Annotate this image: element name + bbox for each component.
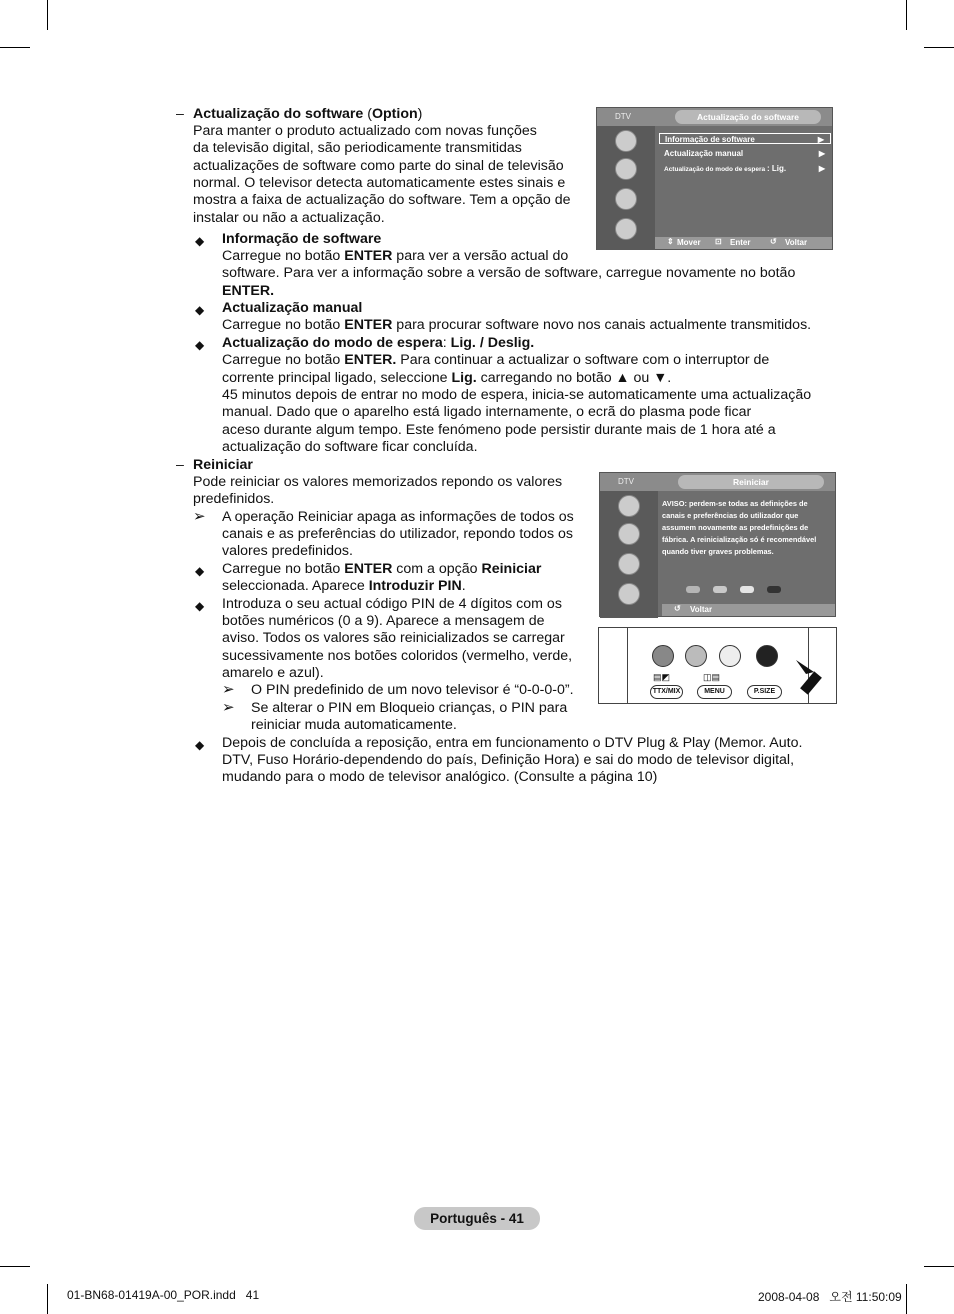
reset-note: canais e as preferências do utilizador, repondo todos os [222,526,573,542]
software-line: actualizações de software como parte do sinal de televisão [193,158,564,174]
diamond-bullet-icon: ◆ [195,738,205,752]
pin-dot [686,586,700,593]
diamond-bullet-icon: ◆ [195,234,205,248]
teletext-icon: ◫▤ [703,672,721,682]
date-slug: 2008-04-08 오전 11:50:09 [758,1290,902,1304]
menu-item[interactable]: Actualização do modo de espera : Lig. ▶ [664,164,825,173]
diamond-bullet-icon: ◆ [195,303,205,317]
software-title: Actualização do software (Option) [193,106,423,122]
screen-footer: ⇕ Mover ⊡ Enter ↺ Voltar [655,237,832,249]
pin-note: O PIN predefinido de um novo televisor é “0-0-0-0”. [251,682,574,698]
reset-note: A operação Reiniciar apaga as informações de todos os [222,509,574,525]
standby-line: Carregue no botão ENTER. Para continuar a actualizar o software com o interruptor de [222,352,770,368]
note-arrow-icon: ➢ [193,508,206,525]
screen-sidebar [597,126,655,250]
pointer-hand-icon [794,658,834,698]
pin-dot [740,586,754,593]
software-line: normal. O televisor detecta automaticamente estes sinais e [193,175,566,191]
info-line: software. Para ver a informação sobre a versão de software, carregue novamente no botão [222,265,796,281]
standby-line: corrente principal ligado, seleccione Lig. carregando no botão ▲ ou ▼. [222,370,672,386]
screen-header [600,473,835,491]
screen-title: Actualização do software [675,110,821,124]
crop-mark [0,47,30,48]
reset-step: botões numéricos (0 a 9). Aparece a mensagem de [222,613,545,629]
reset-line: predefinidos. [193,491,275,507]
reset-screen [599,472,836,617]
crop-mark [924,47,954,48]
reset-line: Pode reiniciar os valores memorizados repondo os valores [193,474,563,490]
picture-icon [618,495,640,517]
diamond-bullet-icon: ◆ [195,564,205,578]
reset-step: sucessivamente nos botões coloridos (vermelho, verde, [222,648,573,664]
info-line: ENTER. [222,283,275,299]
software-line: mostra a faixa de actualização do software. Tem a opção de [193,192,571,208]
source-label: DTV [615,112,631,121]
right-triangle-icon: ▶ [818,149,825,158]
dash-marker: – [176,106,184,122]
yellow-button[interactable] [719,645,741,667]
menu-button[interactable]: MENU [697,685,732,699]
crop-mark [924,1266,954,1267]
crop-mark [47,1284,48,1314]
standby-line: manual. Dado que o aparelho está ligado internamente, o ecrã do plasma pode ficar [222,404,752,420]
reset-note: valores predefinidos. [222,543,353,559]
screen-header [597,108,832,126]
standby-title: Actualização do modo de espera: Lig. / Deslig. [222,335,535,351]
standby-line: aceso durante algum tempo. Este fenómeno pode persistir durante mais de 1 hora até a [222,422,776,438]
updown-icon: ⇕ [667,237,674,246]
pin-note: Se alterar o PIN em Bloqueio crianças, o PIN para [251,700,568,716]
crop-mark [906,0,907,30]
setup-gear-icon [615,188,637,210]
crop-mark [906,1284,907,1314]
pin-note: reiniciar muda automaticamente. [251,717,457,733]
file-slug: 01-BN68-01419A-00_POR.indd 41 [67,1288,260,1302]
p-size-button[interactable]: P.SIZE [747,685,782,699]
standby-line: 45 minutos depois de entrar no modo de espera, inicia-se automaticamente uma actualização [222,387,812,403]
crop-mark [0,1266,30,1267]
page-number-badge: Português - 41 [414,1207,540,1230]
remote-illustration [598,627,837,704]
enter-icon: ⊡ [715,237,722,246]
reset-title: Reiniciar [193,457,253,473]
right-triangle-icon: ▶ [818,164,825,173]
software-line: instalar ou não a actualização. [193,210,385,226]
menu-item[interactable]: Actualização manual ▶ [664,149,825,158]
input-icon [615,218,637,240]
reset-step: Introduza o seu actual código PIN de 4 dígitos com os [222,596,562,612]
software-update-screen [596,107,833,250]
reset-step: Depois de concluída a reposição, entra em funcionamento o DTV Plug & Play (Memor. Auto. [222,735,803,751]
input-icon [618,583,640,605]
screen-sidebar [600,491,658,618]
reset-step: seleccionada. Aparece Introduzir PIN. [222,578,466,594]
return-icon: ↺ [770,237,777,246]
crop-mark [47,0,48,30]
teletext-icon: ▤◩ [653,672,671,682]
dash-marker: – [176,457,184,473]
software-line: Para manter o produto actualizado com novas funções [193,123,537,139]
setup-gear-icon [618,553,640,575]
reset-step: Carregue no botão ENTER com a opção Reiniciar [222,561,542,577]
warning-text: AVISO: perdem-se todas as definições de canais e preferências do utilizador que assumem novamente as predefinições de fábrica. A reinicialização só é recomendável quando tiver graves problemas. [662,499,817,556]
return-icon: ↺ [674,604,681,613]
pin-dot [767,586,781,593]
reset-step: DTV, Fuso Horário-dependendo do país, Definição Hora) e sai do modo de televisor digital, [222,752,795,768]
manual-line: Carregue no botão ENTER para procurar software novo nos canais actualmente transmitidos. [222,317,812,333]
screen-title: Reiniciar [678,475,824,489]
note-arrow-icon: ➢ [222,681,235,698]
sound-icon [615,158,637,180]
diamond-bullet-icon: ◆ [195,599,205,613]
reset-step: amarelo e azul). [222,665,324,681]
info-title: Informação de software [222,231,382,247]
manual-title: Actualização manual [222,300,363,316]
screen-footer: ↺ Voltar [662,604,835,616]
menu-item-selected[interactable]: Informação de software ▶ [659,133,831,144]
software-line: da televisão digital, são periodicamente transmitidas [193,140,522,156]
standby-line: actualização do software ficar concluída. [222,439,478,455]
red-button[interactable] [652,645,674,667]
reset-step: mudando para o modo de televisor analógico. (Consulte a página 10) [222,769,658,785]
ttx-mix-button[interactable]: TTX/MIX [650,685,683,699]
reset-step: aviso. Todos os valores são reinicializados se carregar [222,630,565,646]
right-triangle-icon: ▶ [817,135,824,144]
blue-button[interactable] [756,645,778,667]
green-button[interactable] [685,645,707,667]
pin-dot [713,586,727,593]
diamond-bullet-icon: ◆ [195,338,205,352]
source-label: DTV [618,477,634,486]
picture-icon [615,130,637,152]
note-arrow-icon: ➢ [222,699,235,716]
info-line: Carregue no botão ENTER para ver a versão actual do [222,248,569,264]
sound-icon [618,523,640,545]
